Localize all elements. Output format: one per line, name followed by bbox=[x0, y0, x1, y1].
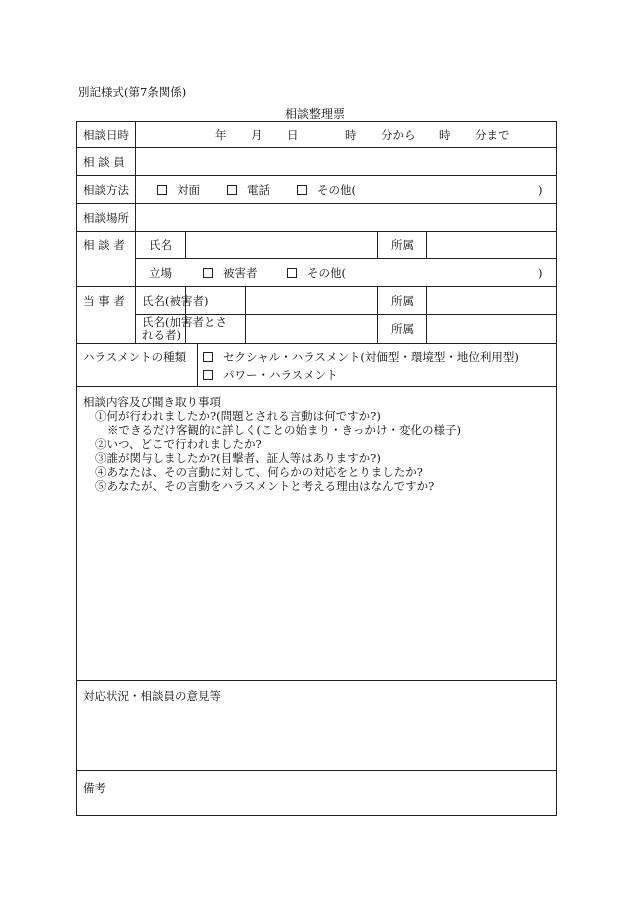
perpetrator-name-label-line2: れる者) bbox=[142, 328, 181, 342]
label-consultation-datetime: 相談日時 bbox=[83, 128, 129, 142]
checkbox-icon[interactable] bbox=[203, 268, 213, 278]
method-in-person-option[interactable]: 対面 bbox=[157, 183, 200, 197]
content-section-heading: 相談内容及び聞き取り事項 bbox=[83, 395, 221, 409]
consulter-affiliation-label: 所属 bbox=[391, 238, 414, 252]
label-consultation-place: 相談場所 bbox=[83, 211, 129, 225]
victim-name-label: 氏名(被害者) bbox=[142, 294, 209, 308]
position-other-option[interactable]: その他( bbox=[287, 266, 346, 280]
content-item: ※できるだけ客観的に詳しく(ことの始まり・きっかけ・変化の様子) bbox=[107, 423, 461, 437]
consulter-position-label: 立場 bbox=[149, 266, 172, 280]
label-consultation-method: 相談方法 bbox=[83, 183, 129, 197]
perpetrator-name-label-line1: 氏名(加害者とさ bbox=[142, 315, 227, 329]
method-other-option[interactable]: その他( bbox=[297, 183, 356, 197]
remarks-section-heading: 備考 bbox=[83, 781, 106, 795]
date-month-label: 月 bbox=[251, 128, 263, 142]
label-consulter: 相 談 者 bbox=[83, 238, 125, 252]
content-item: ④あなたは、その言動に対して、何らかの対応をとりましたか? bbox=[95, 465, 423, 479]
date-day-label: 日 bbox=[287, 128, 299, 142]
label-harassment-type: ハラスメントの種類 bbox=[83, 350, 187, 364]
method-other-close: ) bbox=[538, 183, 543, 197]
time-min-from-label: 分から bbox=[381, 128, 416, 142]
harassment-sexual-option[interactable]: セクシャル・ハラスメント(対価型・環境型・地位利用型) bbox=[203, 350, 519, 364]
position-other-close: ) bbox=[538, 266, 543, 280]
content-item: ③誰が関与しましたか?(目撃者、証人等はありますか?) bbox=[95, 451, 381, 465]
checkbox-icon[interactable] bbox=[287, 268, 297, 278]
form-title: 相談整理票 bbox=[284, 107, 345, 121]
label-counselor: 相 談 員 bbox=[83, 155, 125, 169]
response-section-heading: 対応状況・相談員の意見等 bbox=[83, 689, 221, 703]
content-item: ⑤あなたが、その言動をハラスメントと考える理由はなんですか? bbox=[95, 479, 435, 493]
checkbox-icon[interactable] bbox=[297, 185, 307, 195]
time-min-to-label: 分まで bbox=[475, 128, 510, 142]
checkbox-icon[interactable] bbox=[203, 370, 213, 380]
consulter-name-label: 氏名 bbox=[149, 238, 172, 252]
consultation-form-table bbox=[76, 121, 557, 816]
content-item: ②いつ、どこで行われましたか? bbox=[95, 437, 262, 451]
label-parties: 当 事 者 bbox=[83, 294, 125, 308]
content-item: ①何が行われましたか?(問題とされる言動は何ですか?) bbox=[95, 409, 381, 423]
checkbox-icon[interactable] bbox=[227, 185, 237, 195]
victim-affiliation-label: 所属 bbox=[391, 294, 414, 308]
harassment-power-option[interactable]: パワー・ハラスメント bbox=[203, 368, 338, 382]
time-hour-to-label: 時 bbox=[439, 128, 451, 142]
perpetrator-affiliation-label: 所属 bbox=[391, 322, 414, 336]
checkbox-icon[interactable] bbox=[157, 185, 167, 195]
time-hour-from-label: 時 bbox=[345, 128, 357, 142]
method-phone-option[interactable]: 電話 bbox=[227, 183, 270, 197]
position-victim-option[interactable]: 被害者 bbox=[203, 266, 258, 280]
form-reference: 別記様式(第7条関係) bbox=[78, 85, 187, 99]
checkbox-icon[interactable] bbox=[203, 352, 213, 362]
date-year-label: 年 bbox=[215, 128, 227, 142]
